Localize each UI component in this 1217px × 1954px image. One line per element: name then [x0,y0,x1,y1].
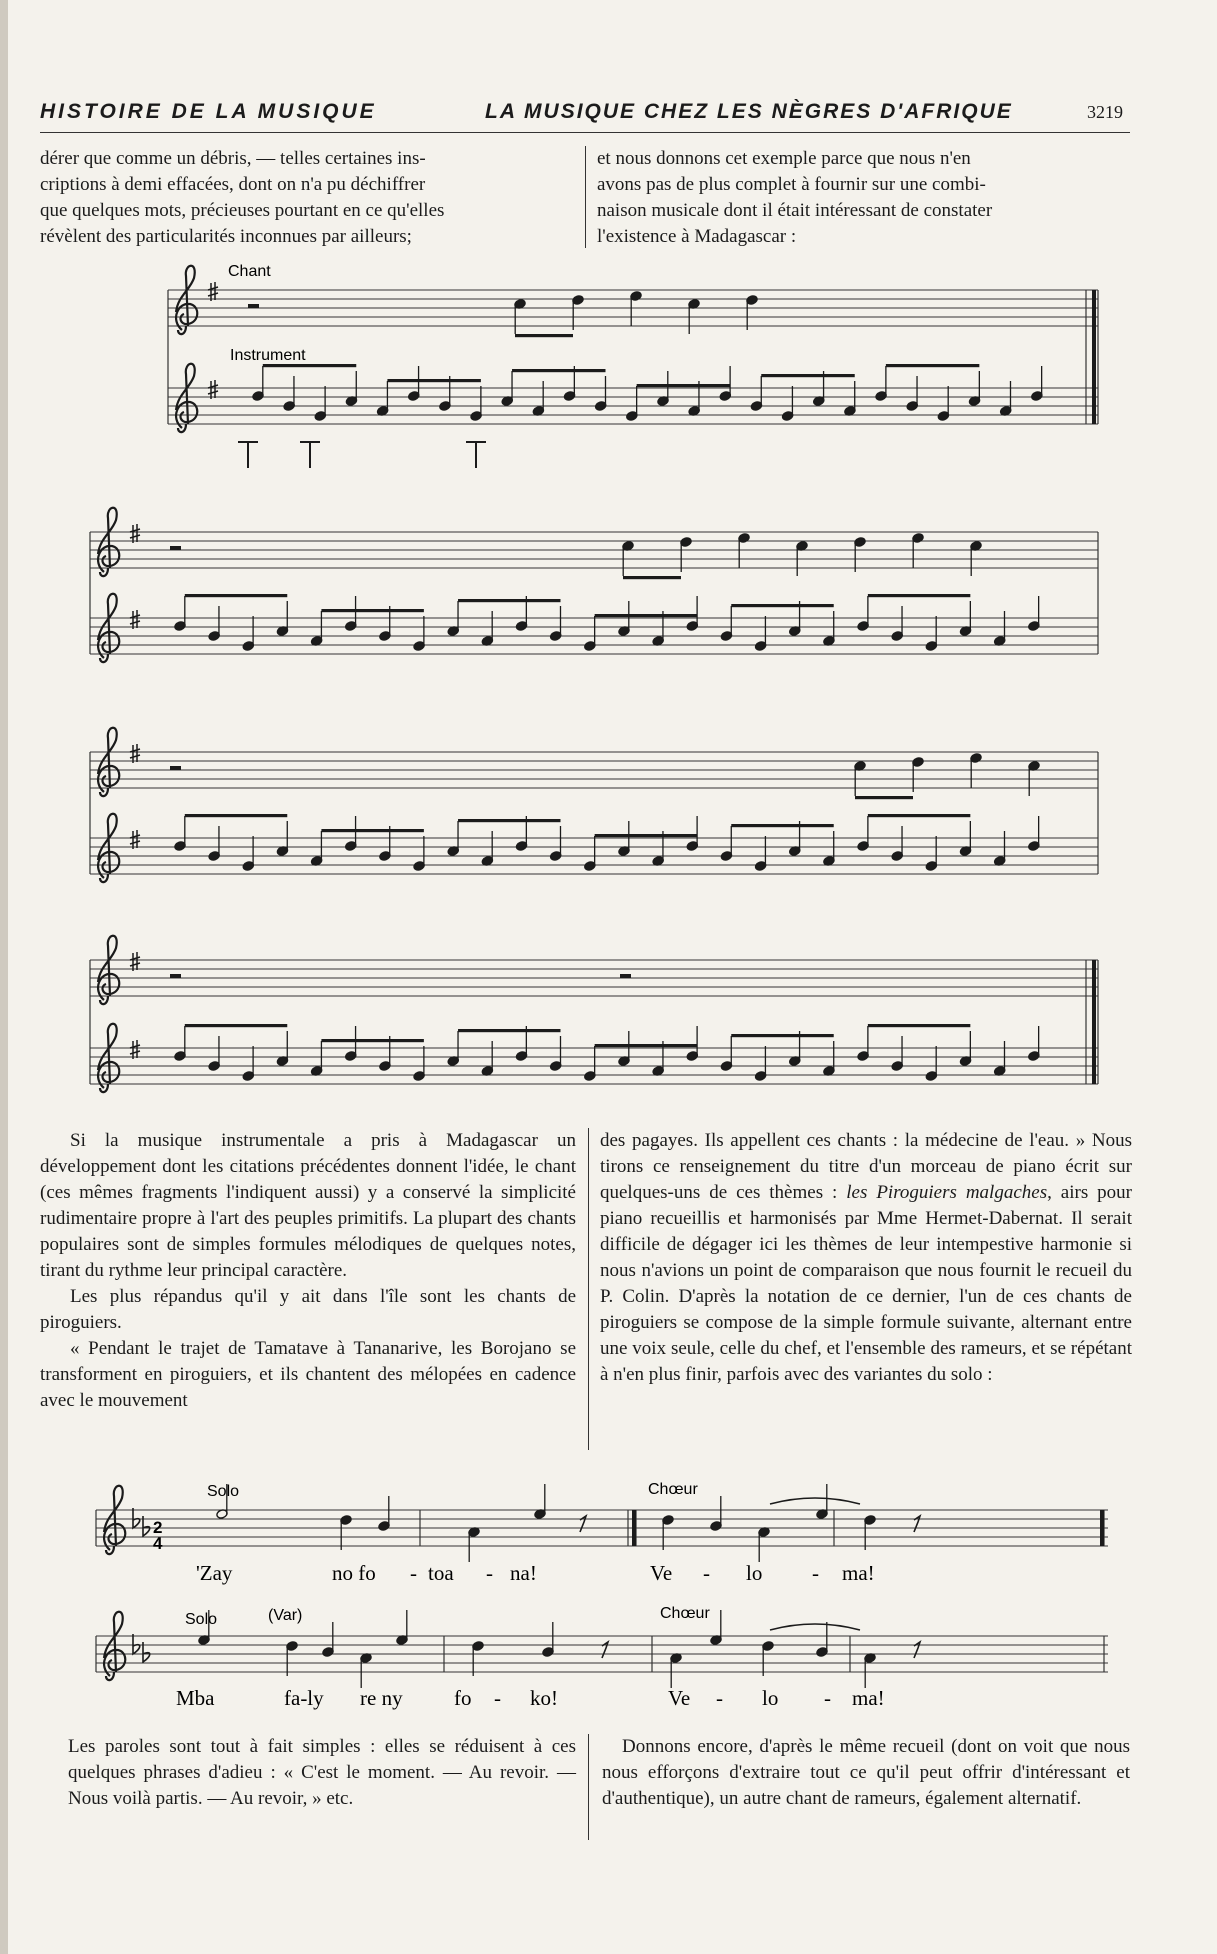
header-center: LA MUSIQUE CHEZ LES NÈGRES D'AFRIQUE [485,100,1013,123]
lyric: ma! [852,1686,885,1710]
lyric: re ny [360,1686,403,1710]
lyric: - [824,1686,831,1710]
label-chant: Chant [228,263,271,280]
header-left: HISTOIRE DE LA MUSIQUE [40,100,377,123]
label-solo-1: Solo [207,1483,240,1500]
paragraph: Si la musique instrumentale a pris à Madagascar un développement dont les citations précédentes donnent l'idée, le chant (ces mêmes fragments l'indiquent aussi) y a conservé la simplicité rudimentaire propre à l'art des peuples primitifs. La plupart des chants populaires sont de simples formules mélodiques de quelques notes, tirant du rythme leur principal caractère. [40,1130,576,1281]
column-divider [588,1734,589,1840]
lyric: ma! [842,1561,875,1585]
text-line: naison musicale dont il était intéressant de constater [597,200,993,221]
lyric: fo [454,1686,472,1710]
lyric: ko! [530,1686,558,1710]
rest-icon [580,1516,586,1532]
lyric: - [410,1561,417,1585]
lyric: - [703,1561,710,1585]
paragraph: Les plus répandus qu'il y ait dans l'île sont les chants de piroguiers. [40,1286,576,1333]
lyric: Mba [176,1686,215,1710]
lyric: no fo [332,1561,376,1585]
text-line: avons pas de plus complet à fournir sur une combi- [597,174,986,195]
flat-icon [133,1634,140,1654]
paragraph: Les paroles sont tout à fait simples : elles se réduisent à ces quelques phrases d'adieu : « C'est le moment. — Au revoir. — Nous voilà partis. — Au revoir, » etc. [68,1736,576,1809]
text-run: des pagayes. Ils appellent ces chants : la médecine de l'eau. » Nous tirons ce renseignement du titre d'un morceau de piano écrit sur quelques-uns de ces thèmes : [600,1130,1132,1203]
text-line: criptions à demi effacées, dont on n'a pu déchiffrer [40,174,426,195]
treble-clef-icon [104,1612,125,1680]
paragraph: « Pendant le trajet de Tamatave à Tananarive, les Borojano se transforment en piroguiers, et ils chantent des mélopées en cadence avec le mouvement [40,1338,576,1411]
text-line: et nous donnons cet exemple parce que nous n'en [597,148,971,169]
label-choeur-1: Chœur [648,1481,698,1498]
lyric: - [486,1561,493,1585]
lyric: 'Zay [196,1561,233,1585]
time-signature-bottom: 4 [153,1534,163,1553]
text-line: que quelques mots, précieuses pourtant en ce qu'elles [40,200,445,221]
time-signature-top: 2 [153,1518,163,1537]
label-instrument: Instrument [230,347,306,364]
label-solo-2: Solo [185,1611,218,1628]
bottom-left-column [68,1734,576,1812]
rest-icon [914,1642,920,1658]
final-bar [1100,1510,1104,1546]
lyric: Ve [650,1561,673,1585]
label-choeur-2: Chœur [660,1605,710,1622]
tie-icon [770,1624,860,1630]
rest-icon [914,1516,920,1532]
tie-icon [770,1498,860,1504]
bottom-right-column [602,1734,1130,1812]
text-line: l'existence à Madagascar : [597,226,797,247]
text-line: dérer que comme un débris, — telles certaines ins- [40,148,426,169]
treble-clef-icon [104,1486,125,1554]
page-number: 3219 [1087,102,1123,122]
lyric: lo [762,1686,779,1710]
lyric: - [716,1686,723,1710]
flat-icon [133,1508,140,1528]
work-title: les Piroguiers malgaches [846,1182,1048,1203]
lyric: fa-ly [284,1686,324,1710]
final-bar [632,1510,636,1546]
lyric: - [812,1561,819,1585]
lyric: lo [746,1561,763,1585]
paragraph: Donnons encore, d'après le même recueil (dont on voit que nous nous efforçons d'extraire tout ce qu'il peut offrir d'intéressant et d'authentique), un autre chant de rameurs, également alternatif. [602,1736,1130,1809]
lyrics-line-1 [196,1561,875,1585]
lyric: Ve [668,1686,691,1710]
text-line: révèlent des particularités inconnues par ailleurs; [40,226,412,247]
label-var: (Var) [268,1607,303,1624]
lyrics-line-2 [176,1686,885,1710]
text-run: , airs pour piano recueillis et harmonisés par Mme Hermet-Dabernat. Il serait difficile de dégager ici les thèmes de leur intempestive harmonie si nous n'avions un point de comparaison que nous fournit le recueil du P. Colin. D'après la notation de ce dernier, l'un de ces chants de piroguiers se compose de la simple formule suivante, alternant entre une voix seule, celle du chef, et l'ensemble des rameurs, et se répétant à n'en plus finir, parfois avec des variantes du solo : [600,1182,1132,1385]
lyric: toa [428,1561,454,1585]
lyric: na! [510,1561,537,1585]
rest-icon [602,1642,608,1658]
lyric: - [494,1686,501,1710]
